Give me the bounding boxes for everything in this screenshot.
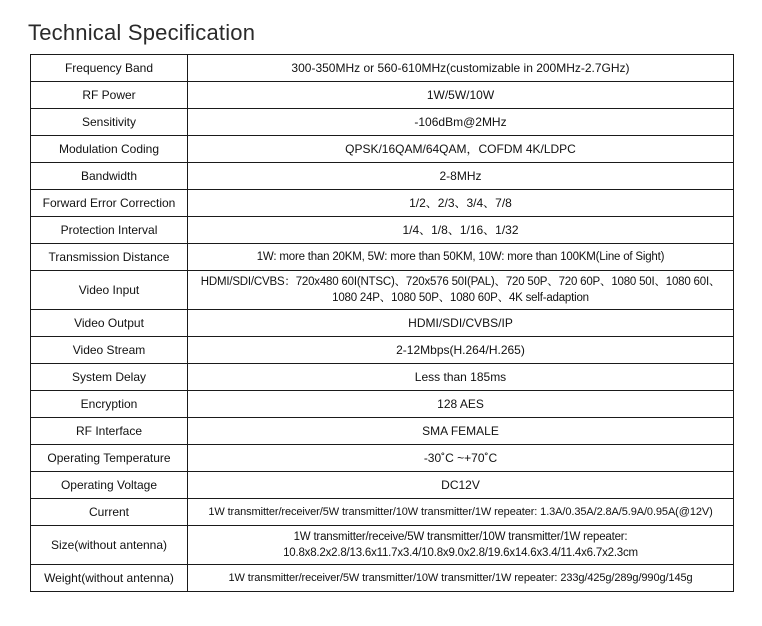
- spec-label: Transmission Distance: [31, 244, 188, 271]
- spec-label: Operating Temperature: [31, 445, 188, 472]
- spec-label: Modulation Coding: [31, 136, 188, 163]
- spec-label: Bandwidth: [31, 163, 188, 190]
- page-title: Technical Specification: [28, 20, 256, 45]
- spec-value: 300-350MHz or 560-610MHz(customizable in 200MHz-2.7GHz): [188, 55, 734, 82]
- spec-label: Frequency Band: [31, 55, 188, 82]
- table-row: [31, 136, 734, 163]
- spec-value: 1W transmitter/receiver/5W transmitter/10W transmitter/1W repeater: 233g/425g/289g/990g/145g: [188, 565, 734, 592]
- table-row: [31, 55, 734, 82]
- spec-value: 1/2、2/3、3/4、7/8: [188, 190, 734, 217]
- table-row: [31, 418, 734, 445]
- spec-label: Video Stream: [31, 337, 188, 364]
- table-row: [31, 499, 734, 526]
- spec-value: 1W: more than 20KM, 5W: more than 50KM, 10W: more than 100KM(Line of Sight): [188, 244, 734, 271]
- table-row: [31, 109, 734, 136]
- spec-value: 1W transmitter/receiver/5W transmitter/10W transmitter/1W repeater: 1.3A/0.35A/2.8A/5.9A/0.95A(@12V): [188, 499, 734, 526]
- spec-label: Size(without antenna): [31, 526, 188, 565]
- spec-label: Encryption: [31, 391, 188, 418]
- spec-value: -30˚C ~+70˚C: [188, 445, 734, 472]
- table-row: [31, 217, 734, 244]
- table-row: [31, 445, 734, 472]
- table-row: [31, 391, 734, 418]
- table-row: [31, 364, 734, 391]
- spec-table: [30, 54, 734, 592]
- table-row: [31, 190, 734, 217]
- spec-label: Current: [31, 499, 188, 526]
- table-row: [31, 337, 734, 364]
- spec-label: Protection Interval: [31, 217, 188, 244]
- table-row: [31, 82, 734, 109]
- table-row: [31, 565, 734, 592]
- spec-label: Sensitivity: [31, 109, 188, 136]
- spec-label: RF Power: [31, 82, 188, 109]
- spec-value: Less than 185ms: [188, 364, 734, 391]
- table-row: [31, 163, 734, 190]
- spec-value: 2-8MHz: [188, 163, 734, 190]
- table-row: [31, 271, 734, 310]
- spec-value: SMA FEMALE: [188, 418, 734, 445]
- spec-label: Video Output: [31, 310, 188, 337]
- spec-value: HDMI/SDI/CVBS/IP: [188, 310, 734, 337]
- spec-value: 1/4、1/8、1/16、1/32: [188, 217, 734, 244]
- spec-label: Operating Voltage: [31, 472, 188, 499]
- spec-value: 1W transmitter/receive/5W transmitter/10W transmitter/1W repeater: 10.8x8.2x2.8/13.6x11.7x3.4/10.8x9.0x2.8/19.6x14.6x3.4/11.4x6.7x2.3cm: [188, 526, 734, 565]
- spec-value: 2-12Mbps(H.264/H.265): [188, 337, 734, 364]
- table-row: [31, 244, 734, 271]
- spec-label: System Delay: [31, 364, 188, 391]
- spec-label: Video Input: [31, 271, 188, 310]
- spec-value: -106dBm@2MHz: [188, 109, 734, 136]
- spec-label: Forward Error Correction: [31, 190, 188, 217]
- spec-value: 128 AES: [188, 391, 734, 418]
- table-row: [31, 472, 734, 499]
- spec-value: QPSK/16QAM/64QAM，COFDM 4K/LDPC: [188, 136, 734, 163]
- spec-label: RF Interface: [31, 418, 188, 445]
- spec-value: DC12V: [188, 472, 734, 499]
- spec-value: HDMI/SDI/CVBS：720x480 60I(NTSC)、720x576 50I(PAL)、720 50P、720 60P、1080 50I、1080 60I、1080 24P、1080 50P、1080 60P、4K self-adaption: [188, 271, 734, 310]
- table-row: [31, 310, 734, 337]
- spec-label: Weight(without antenna): [31, 565, 188, 592]
- spec-value: 1W/5W/10W: [188, 82, 734, 109]
- table-row: [31, 526, 734, 565]
